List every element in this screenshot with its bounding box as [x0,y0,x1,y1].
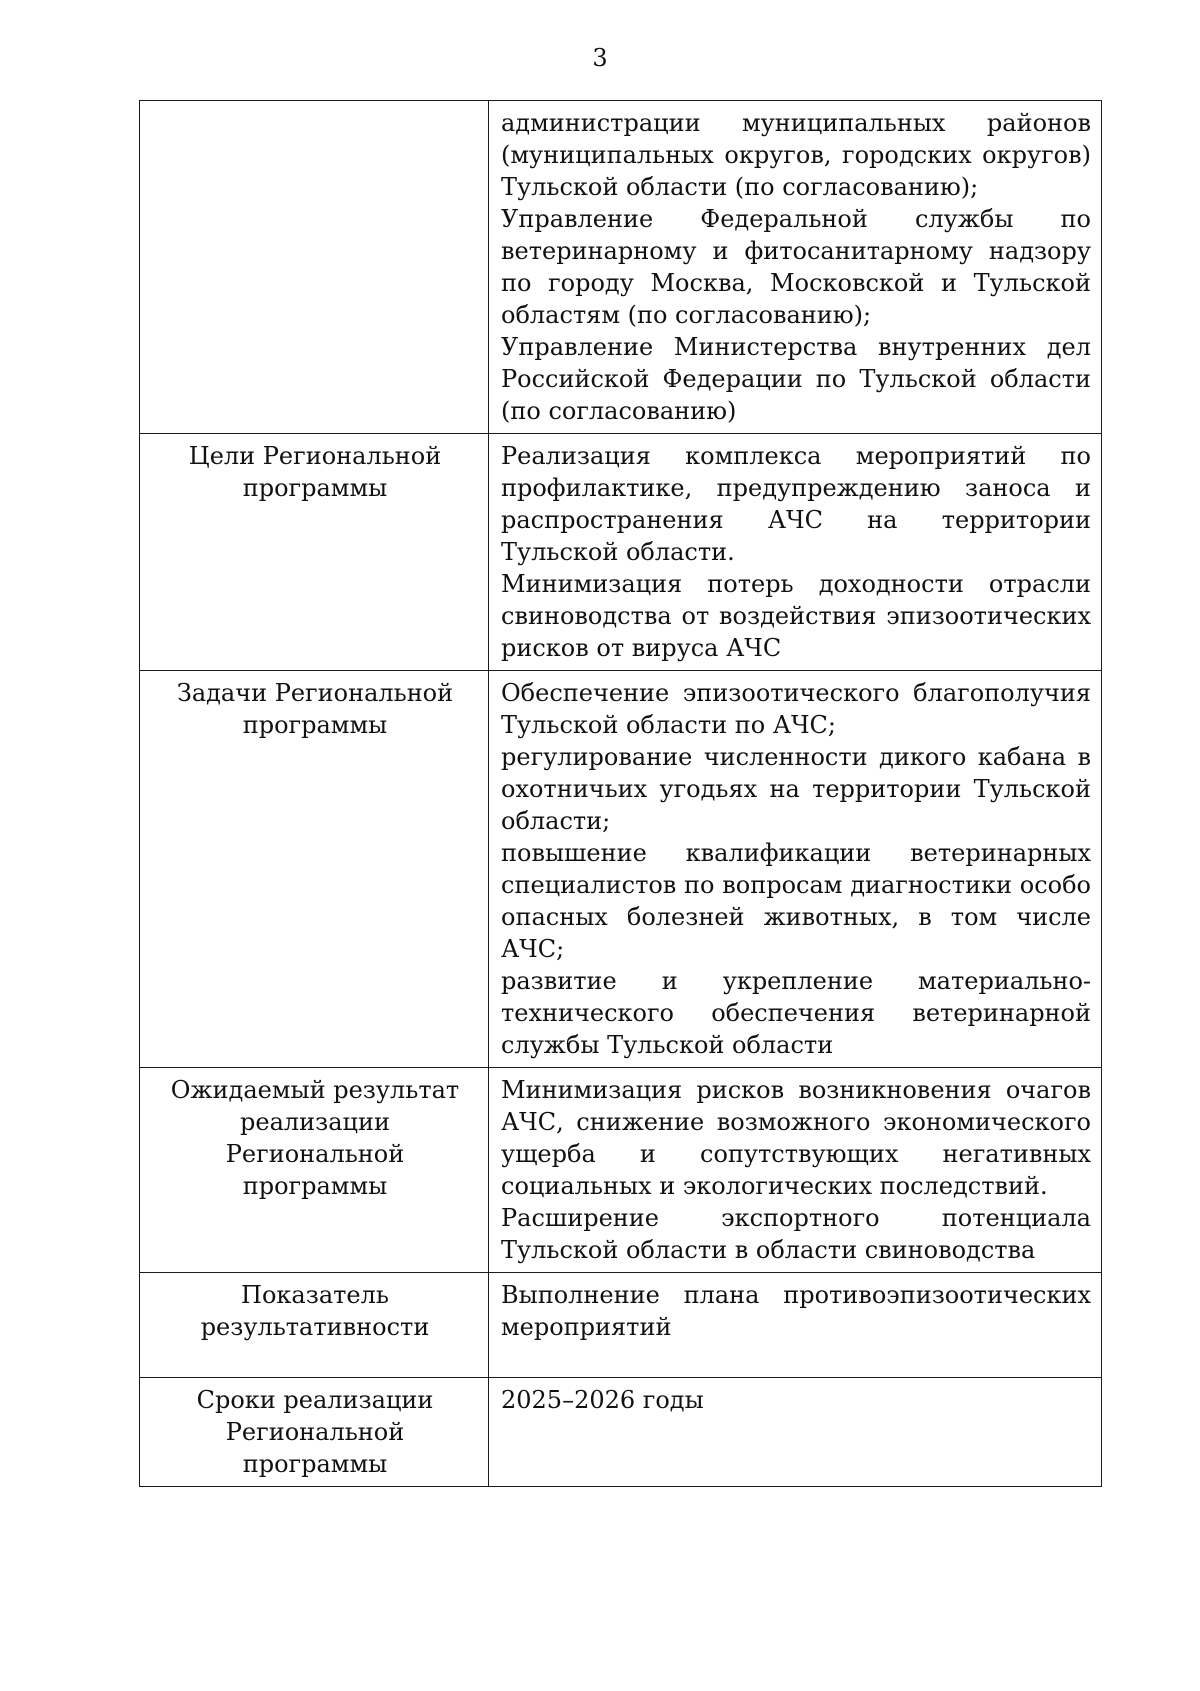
row-paragraph: Минимизация потерь доходности отрасли свиноводства от воздействия эпизоотических рисков от вируса АЧС [501,570,1091,662]
table-row [140,1068,1102,1273]
row-label: Показатель результативности [140,1273,489,1378]
row-value [489,1378,1102,1487]
table-row [140,101,1102,434]
table-row [140,1378,1102,1487]
row-paragraph: Реализация комплекса мероприятий по профилактике, предупреждению заноса и распространения АЧС на территории Тульской области. [501,442,1091,566]
table-row [140,1273,1102,1378]
row-label: Цели Региональной программы [140,434,489,671]
row-paragraph: администрации муниципальных районов (муниципальных округов, городских округов) Тульской области (по согласованию); [501,109,1091,201]
page-number: 3 [592,44,608,72]
row-paragraph: повышение квалификации ветеринарных специалистов по вопросам диагностики особо опасных болезней животных, в том числе АЧС; [501,839,1091,963]
row-paragraph: Минимизация рисков возникновения очагов АЧС, снижение возможного экономического ущерба и сопутствующих негативных социальных и экологических последствий. [501,1076,1091,1200]
row-value [489,671,1102,1068]
row-value [489,1068,1102,1273]
table-row [140,434,1102,671]
program-passport-table [139,100,1102,1487]
row-paragraph: Управление Министерства внутренних дел Российской Федерации по Тульской области (по согласованию) [501,333,1091,425]
row-value [489,101,1102,434]
row-label: Задачи Региональной программы [140,671,489,1068]
row-value [489,434,1102,671]
row-label [140,101,489,434]
row-value [489,1273,1102,1378]
row-paragraph: 2025–2026 годы [501,1386,704,1414]
row-paragraph: регулирование численности дикого кабана в охотничьих угодьях на территории Тульской области; [501,743,1091,835]
row-label: Ожидаемый результат реализации Региональной программы [140,1068,489,1273]
row-paragraph: Выполнение плана противоэпизоотических мероприятий [501,1281,1091,1341]
row-label: Сроки реализации Региональной программы [140,1378,489,1487]
row-paragraph: Расширение экспортного потенциала Тульской области в области свиноводства [501,1204,1091,1264]
table-row [140,671,1102,1068]
row-paragraph: Обеспечение эпизоотического благополучия Тульской области по АЧС; [501,679,1091,739]
row-paragraph: Управление Федеральной службы по ветеринарному и фитосанитарному надзору по городу Москва, Московской и Тульской областям (по согласованию); [501,205,1091,329]
row-paragraph: развитие и укрепление материально-технического обеспечения ветеринарной службы Тульской области [501,967,1091,1059]
